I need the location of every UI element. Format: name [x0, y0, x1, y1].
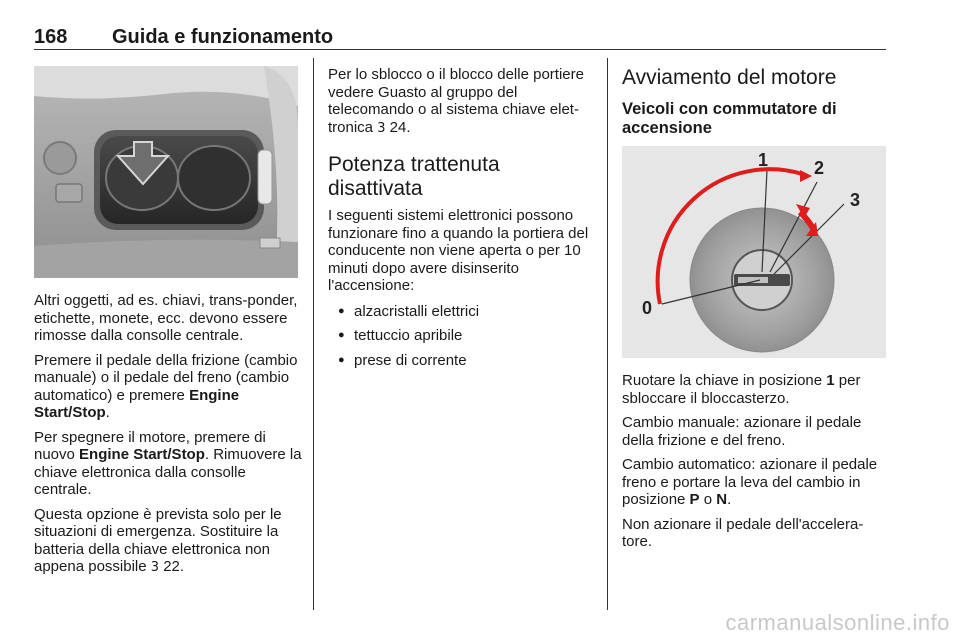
paragraph-switch-off: Per spegnere il motore, premere di nuovo Engine Start/Stop. Rimuovere la chiave elettronica dalla consolle centrale. [34, 428, 302, 498]
paragraph-manual-gearbox: Cambio manuale: azionare il pedale della frizione e del freno. [622, 414, 862, 449]
list-item: ● alzacristalli elettrici [328, 303, 594, 321]
paragraph-other-objects: Altri oggetti, ad es. chiavi, trans-ponder, etichette, monete, ecc. devono essere rimosse dalla consolle centrale. [34, 292, 298, 344]
column-divider-2 [607, 58, 608, 610]
position-1-label: 1 [758, 150, 769, 170]
page-header [34, 26, 884, 50]
column-divider-1 [313, 58, 314, 610]
engine-start-stop-label: Engine Start/Stop [34, 386, 240, 421]
list-item: ● tettuccio apribile [328, 327, 594, 345]
paragraph-automatic-gearbox: Cambio automatico: azionare il pedale freno e portare la leva del cambio in posizione P o N. [622, 456, 878, 508]
watermark: carmanualsonline.info [725, 610, 950, 635]
page-ref-icon[interactable]: 3 [377, 120, 386, 136]
console-key-pocket-photo [34, 66, 298, 278]
ignition-switch-illustration [622, 146, 886, 358]
page-number: 168 [34, 26, 68, 48]
subheading-ignition-switch: Veicoli con commutatore di accensione [622, 100, 837, 137]
paragraph-accelerator: Non azionare il pedale dell'accelera-tore. [622, 515, 864, 550]
column-3-text [622, 66, 886, 558]
header-rule [34, 49, 886, 50]
position-2-label: 2 [814, 158, 825, 178]
engine-start-stop-label: Engine Start/Stop [79, 446, 205, 463]
page-ref-icon[interactable]: 3 [150, 560, 160, 575]
position-0-label: 0 [642, 298, 653, 318]
section-title: Guida e funzionamento [112, 26, 334, 48]
heading-engine-start: Avviamento del motore [622, 66, 837, 89]
paragraph-emergency: Questa opzione è prevista solo per le situazioni di emergenza. Sostituire la batteria della chiave elettronica non appena possibile 3 22. [34, 505, 282, 575]
paragraph-press-pedal: Premere il pedale della frizione (cambio manuale) o il pedale del freno (cambio automatico) e premere Engine Start/Stop. [34, 351, 298, 421]
paragraph-turn-key: Ruotare la chiave in posizione 1 per sbloccare il bloccasterzo. [622, 372, 861, 407]
paragraph-unlock-ref: Per lo sblocco o il blocco delle portiere vedere Guasto al gruppo del telecomando o al sistema chiave elet-tronica 3 24. [328, 66, 584, 136]
retained-power-list [328, 303, 594, 370]
column-2-text [328, 66, 594, 376]
heading-retained-power-off: Potenza trattenuta disattivata [328, 153, 500, 200]
paragraph-retained-power: I seguenti sistemi elettronici possono funzionare fino a quando la portiera del conducente non viene aperta o per 10 minuti dopo avere disinserito l'accensione: [328, 207, 589, 294]
position-3-label: 3 [850, 190, 861, 210]
column-1-text [34, 292, 302, 584]
list-item: ● prese di corrente [328, 352, 594, 370]
